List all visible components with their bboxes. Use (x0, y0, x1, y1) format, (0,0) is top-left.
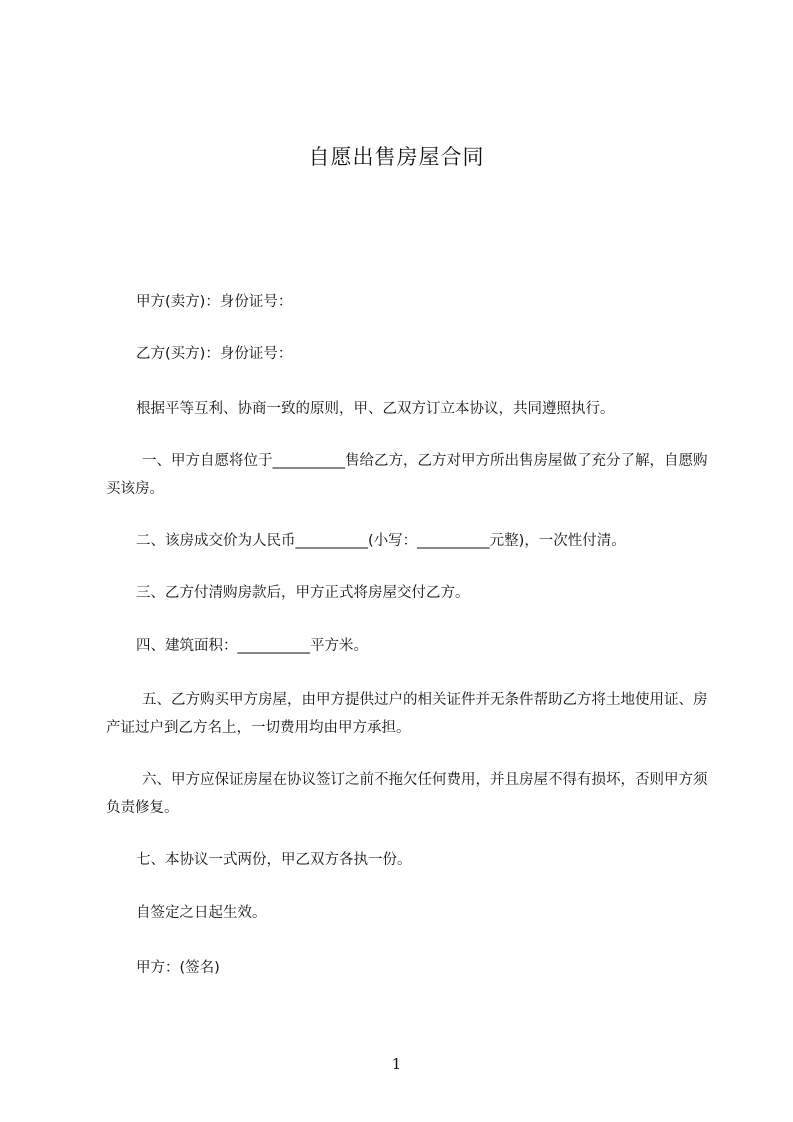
page-number: 1 (391, 1055, 402, 1073)
clause-5-paragraph: 五、乙方购买甲方房屋，由甲方提供过户的相关证件并无条件帮助乙方将土地使用证、房产证过户到乙方名上，一切费用均由甲方承担。 (106, 692, 708, 736)
signature-party-a: 甲方：(签名) (136, 960, 220, 976)
clause-3-paragraph: 三、乙方付清购房款后，甲方正式将房屋交付乙方。 (136, 585, 470, 601)
clause-6-paragraph: 六、甲方应保证房屋在协议签订之前不拖欠任何费用，并且房屋不得有损坏，否则甲方须负责修复。 (106, 772, 708, 816)
clause-2-paragraph: 二、该房成交价为人民币__________(小写：__________元整)，一次性付清。 (136, 533, 626, 549)
clause-4-paragraph: 四、建筑面积：__________平方米。 (136, 638, 368, 654)
party-a-line: 甲方(卖方)：身份证号： (136, 294, 293, 310)
preamble-paragraph: 根据平等互利、协商一致的原则，甲、乙双方订立本协议，共同遵照执行。 (136, 401, 615, 417)
clause-1-paragraph: 一、甲方自愿将位于__________售给乙方，乙方对甲方所出售房屋做了充分了解，自愿购买该房。 (106, 453, 708, 497)
document-title: 自愿出售房屋合同 (308, 145, 485, 169)
clause-7-paragraph: 七、本协议一式两份，甲乙双方各执一份。 (136, 852, 412, 868)
party-b-line: 乙方(买方)：身份证号： (136, 346, 293, 362)
effective-date-line: 自签定之日起生效。 (136, 905, 267, 921)
